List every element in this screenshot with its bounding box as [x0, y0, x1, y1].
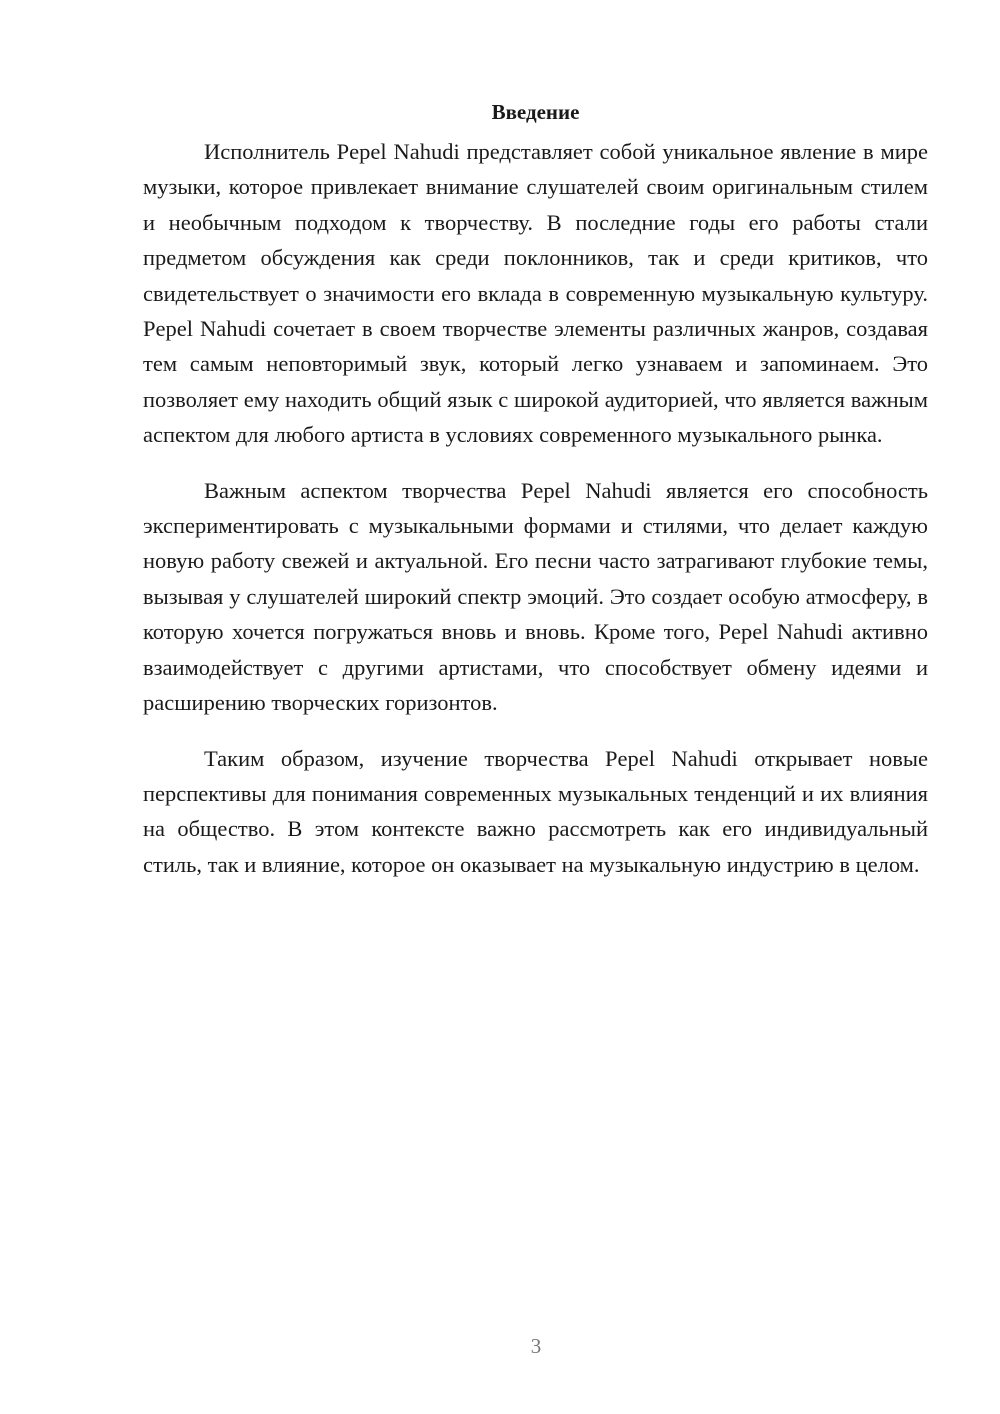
paragraph-conclusion: Таким образом, изучение творчества Pepel Nahudi открывает новые перспективы для понимания современных музыкальных тенденций и их влияния на общество. В этом контексте важно рассмотреть как его индивидуальный стиль, так и влияние, которое он оказывает на музыкальную индустрию в целом. [143, 745, 928, 877]
page-content [143, 98, 928, 902]
paragraph-intro: Исполнитель Pepel Nahudi представляет собой уникальное явление в мире музыки, которое привлекает внимание слушателей своим оригинальным стилем и необычным подходом к творчеству. В последние годы его работы стали предметом обсуждения как среди поклонников, так и среди критиков, что свидетельствует о значимости его вклада в современную музыкальную культуру. Pepel Nahudi сочетает в своем творчестве элементы различных жанров, создавая тем самым неповторимый звук, который легко узнаваем и запоминаем. Это позволяет ему находить общий язык с широкой аудиторией, что является важным аспектом для любого артиста в условиях современного музыкального рынка. [143, 139, 928, 448]
section-heading: Введение [491, 100, 580, 124]
page-number: 3 [530, 1334, 542, 1358]
paragraph-creativity: Важным аспектом творчества Pepel Nahudi является его способность экспериментировать с музыкальными формами и стилями, что делает каждую новую работу свежей и актуальной. Его песни часто затрагивают глубокие темы, вызывая у слушателей широкий спектр эмоций. Это создает особую атмосферу, в которую хочется погружаться вновь и вновь. Кроме того, Pepel Nahudi активно взаимодействует с другими артистами, что способствует обмену идеями и расширению творческих горизонтов. [143, 477, 928, 716]
